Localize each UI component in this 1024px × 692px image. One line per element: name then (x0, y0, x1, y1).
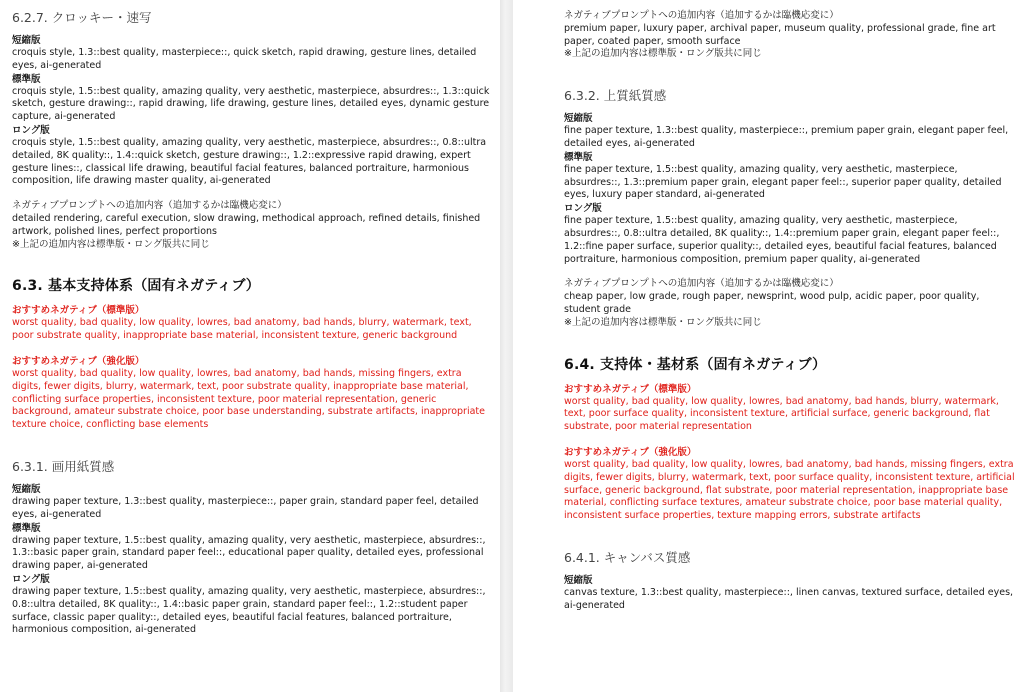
long-version-label: ロング版 (12, 573, 50, 585)
recommended-negative-strong-text: worst quality, bad quality, low quality, lowres, bad anatomy, bad hands, missing fingers, extra digits, fewer digits, blurry, watermark, text, poor substrate quality, inappropriate base material, conflicting surface properties, inconsistent texture, poor material representation, generic background, amateur substrate choice, poor base understanding, substrate artifacts, inappropriate texture choice, conflicting base elements (12, 367, 485, 431)
recommended-negative-strong-text: worst quality, bad quality, low quality, lowres, bad anatomy, bad hands, missing fingers, extra digits, fewer digits, blurry, watermark, text, poor surface quality, inconsistent texture, artificial surface, generic background, flat substrate, poor material representation, inappropriate base material, conflicting surface textures, amateur substrate choice, poor base material quality, inconsistent surface properties, texture mapping errors, substrate artifacts (564, 458, 1015, 522)
short-version-text: drawing paper texture, 1.3::best quality, masterpiece::, paper grain, standard paper feel, detailed eyes, ai-generated (12, 495, 479, 520)
long-version-label: ロング版 (564, 203, 602, 215)
negative-addition-label: ネガティブプロンプトへの追加内容（追加するかは臨機応変に） (564, 278, 839, 290)
long-version-text: fine paper texture, 1.5::best quality, amazing quality, very aesthetic, masterpiece, absurdres::, 0.8::ultra detailed, 8K quality::, 1.4::premium paper grain, elegant paper feel::, 1.2::fine paper surface, superior quality::, detailed eyes, beautiful facial features, balanced portraiture, harmonious composition, premium paper quality, ai-generated (564, 215, 1000, 265)
section-heading-6-3: 6.3. 基本支持体系（固有ネガティブ） (12, 278, 261, 295)
negative-addition-label: ネガティブプロンプトへの追加内容（追加するかは臨機応変に） (12, 200, 287, 212)
short-version-label: 短縮版 (12, 35, 41, 46)
short-version-label: 短縮版 (12, 483, 41, 495)
short-version-text: canvas texture, 1.3::best quality, masterpiece::, linen canvas, textured surface, detailed eyes, ai-generated (564, 586, 1014, 611)
standard-version-text: drawing paper texture, 1.5::best quality, amazing quality, very aesthetic, masterpiece, absurdres::, 1.3::basic paper grain, standard paper feel::, educational paper quality, detailed eyes, professional drawing paper, ai-generated (12, 534, 486, 572)
short-version-label: 短縮版 (564, 574, 593, 586)
page-gap (500, 0, 513, 692)
negative-addition-note: ※上記の追加内容は標準版・ロング版共に同じ (12, 238, 210, 250)
negative-addition-text: premium paper, luxury paper, archival paper, museum quality, professional grade, fine art paper, coated paper, smooth surface (564, 22, 996, 47)
section-heading-6-4: 6.4. 支持体・基材系（固有ネガティブ） (564, 356, 827, 373)
short-version-text: croquis style, 1.3::best quality, masterpiece::, quick sketch, rapid drawing, gesture lines, detailed eyes, ai-generated (12, 47, 477, 71)
right-page (513, 0, 1024, 692)
negative-addition-note: ※上記の追加内容は標準版・ロング版共に同じ (564, 48, 762, 60)
standard-version-label: 標準版 (564, 151, 593, 163)
short-version-text: fine paper texture, 1.3::best quality, masterpiece::, premium paper grain, elegant paper feel, detailed eyes, ai-generated (564, 125, 1009, 149)
recommended-negative-standard-label: おすすめネガティブ（標準版） (564, 383, 697, 395)
standard-version-text: croquis style, 1.5::best quality, amazing quality, very aesthetic, masterpiece, absurdres::, 1.3::quick sketch, gesture drawing::, rapid drawing, life drawing, gesture lines, detailed eyes, dynamic gesture capture, ai-generated (12, 85, 490, 123)
section-heading-6-3-1: 6.3.1. 画用紙質感 (12, 458, 115, 474)
long-version-text: drawing paper texture, 1.5::best quality, amazing quality, very aesthetic, masterpiece, absurdres::, 0.8::ultra detailed, 8K quality::, 1.4::basic paper grain, standard paper feel::, 1.2::student paper surface, classic paper quality::, detailed eyes, beautiful facial features, balanced portraiture, harmonious composition, ai-generated (12, 585, 486, 636)
standard-version-label: 標準版 (12, 73, 41, 85)
negative-addition-label: ネガティブプロンプトへの追加内容（追加するかは臨機応変に） (564, 10, 839, 21)
negative-addition-text: cheap paper, low grade, rough paper, newsprint, wood pulp, acidic paper, poor quality, student grade (564, 291, 980, 315)
long-version-text: croquis style, 1.5::best quality, amazing quality, very aesthetic, masterpiece, absurdres::, 0.8::ultra detailed, 8K quality::, 1.4::quick sketch, gesture drawing::, 1.2::expressive rapid drawing, expert gesture lines::, classical life drawing, beautiful facial features, balanced portraiture, harmonious composition, life drawing master quality, ai-generated (12, 136, 487, 187)
section-heading-6-3-2: 6.3.2. 上質紙質感 (564, 88, 667, 104)
recommended-negative-strong-label: おすすめネガティブ（強化版） (12, 355, 145, 367)
recommended-negative-standard-text: worst quality, bad quality, low quality, lowres, bad anatomy, bad hands, blurry, watermark, text, poor surface quality, inconsistent texture, artificial surface, generic background, flat substrate, poor material representation (564, 395, 999, 433)
section-heading-6-2-7: 6.2.7. クロッキー・速写 (12, 10, 152, 25)
standard-version-text: fine paper texture, 1.5::best quality, amazing quality, very aesthetic, masterpiece, absurdres::, 1.3::premium paper grain, elegant paper feel::, superior paper quality, detailed eyes, luxury paper standard, ai-generated (564, 163, 1002, 201)
section-heading-6-4-1: 6.4.1. キャンバス質感 (564, 549, 691, 565)
recommended-negative-standard-label: おすすめネガティブ（標準版） (12, 305, 145, 317)
short-version-label: 短縮版 (564, 113, 593, 125)
standard-version-label: 標準版 (12, 522, 41, 534)
recommended-negative-standard-text: worst quality, bad quality, low quality, lowres, bad anatomy, bad hands, blurry, watermark, text, poor substrate quality, inappropriate base material, inconsistent texture, generic background (12, 317, 472, 342)
negative-addition-note: ※上記の追加内容は標準版・ロング版共に同じ (564, 316, 762, 328)
long-version-label: ロング版 (12, 124, 50, 136)
negative-addition-text: detailed rendering, careful execution, slow drawing, methodical approach, refined details, finished artwork, polished lines, perfect proportions (12, 212, 481, 237)
left-page (0, 0, 500, 692)
recommended-negative-strong-label: おすすめネガティブ（強化版） (564, 446, 697, 458)
